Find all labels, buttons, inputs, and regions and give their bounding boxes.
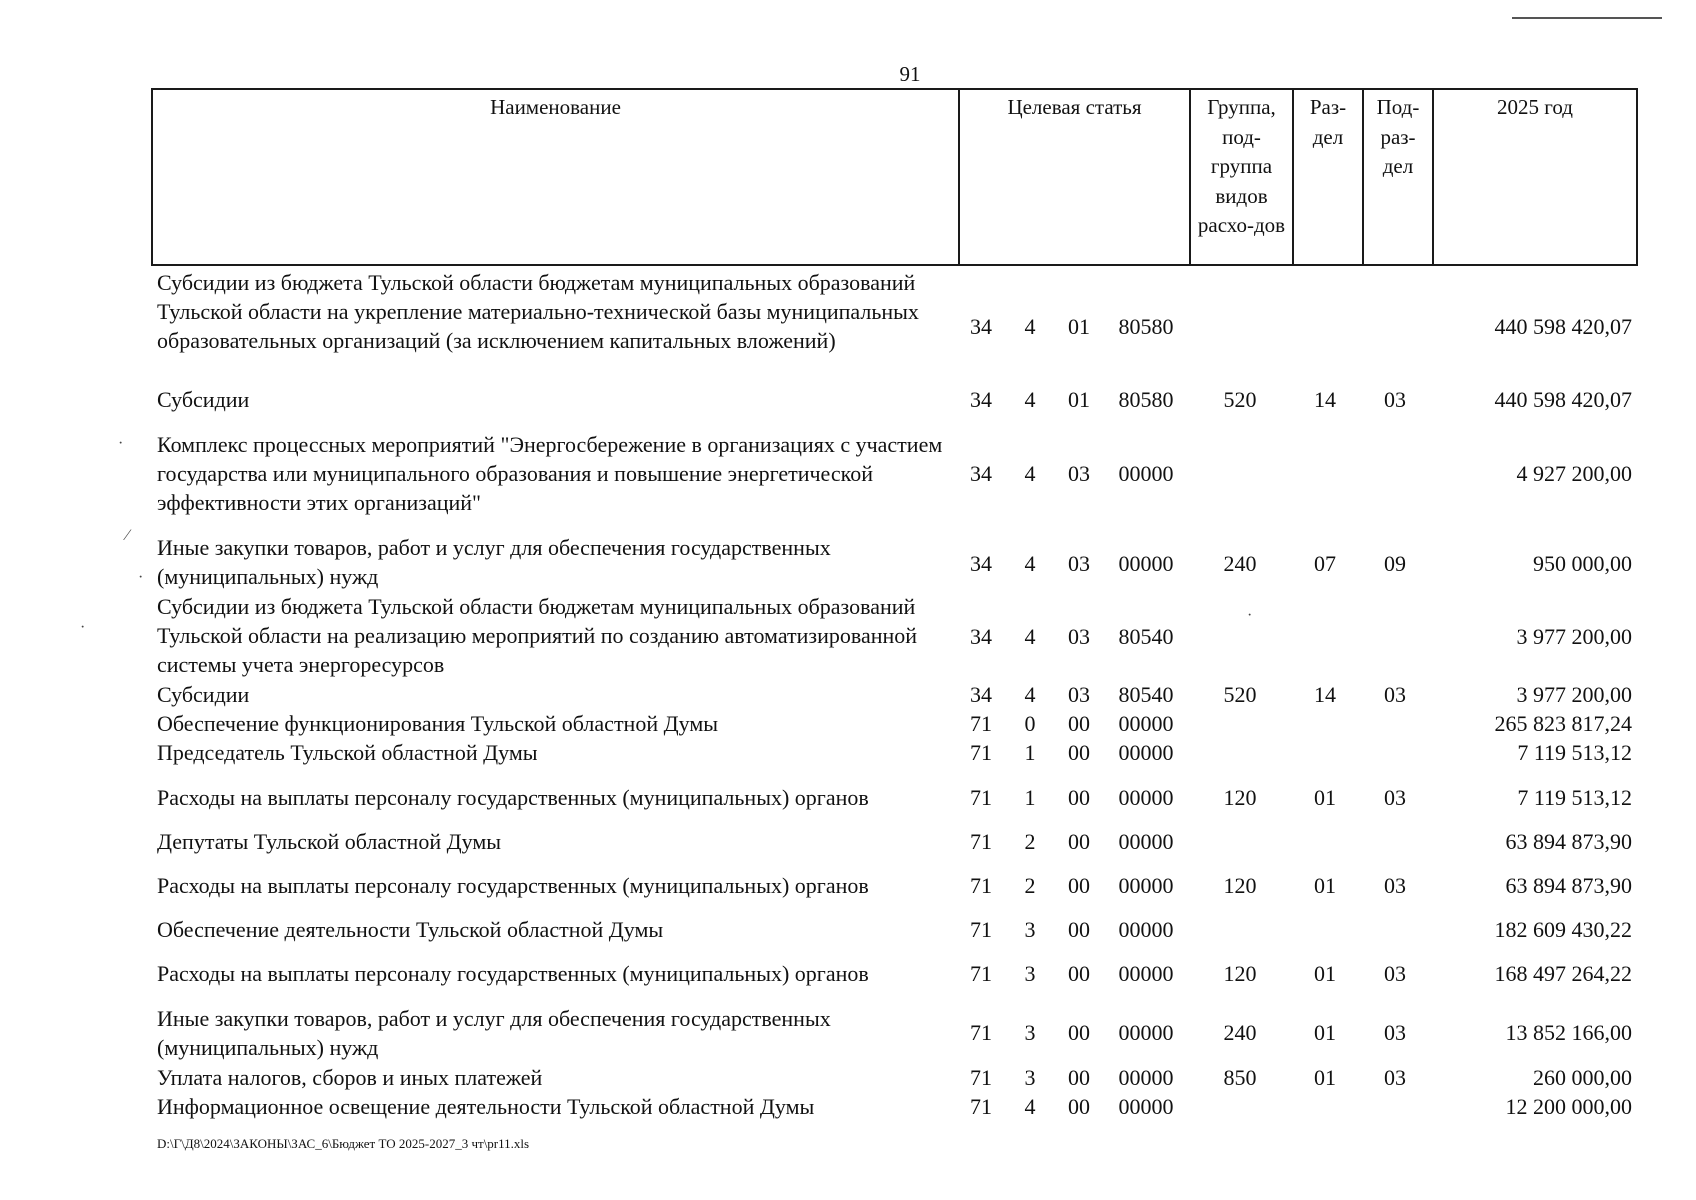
- row-target-2: 3: [1024, 1065, 1036, 1090]
- row-target-2: 0: [1024, 711, 1036, 736]
- header-expense-group: Группа, под-группа видов расхо-дов: [1190, 89, 1293, 265]
- row-amount: 440 598 420,07: [1494, 314, 1632, 339]
- row-target-3: 00: [1068, 740, 1090, 765]
- row-target-4: 00000: [1118, 740, 1174, 765]
- row-name: Субсидии из бюджета Тульской области бюджетам муниципальных образований Тульской области на укрепление материально-технической базы муниципальных образовательных организаций (за исключением капитальных вложений): [157, 270, 919, 353]
- row-amount: 4 927 200,00: [1516, 461, 1632, 486]
- scan-mark: ·: [138, 569, 144, 586]
- row-target-4: 00000: [1118, 711, 1174, 736]
- row-target-3: 00: [1068, 1094, 1090, 1119]
- row-subsection: 03: [1384, 682, 1406, 707]
- row-target-4: 00000: [1118, 551, 1174, 576]
- row-target-1: 34: [970, 551, 992, 576]
- row-target-3: 00: [1068, 961, 1090, 986]
- page-number: 91: [899, 62, 921, 86]
- table-row: [0, 430, 1696, 520]
- table-row: [0, 959, 1696, 989]
- row-target-2: 4: [1024, 624, 1036, 649]
- row-group: 240: [1223, 1020, 1257, 1045]
- row-subsection: 03: [1384, 961, 1406, 986]
- row-target-1: 71: [970, 961, 992, 986]
- row-name: Иные закупки товаров, работ и услуг для обеспечения государственных (муниципальных) нужд: [157, 1006, 831, 1060]
- row-subsection: 03: [1384, 785, 1406, 810]
- scan-mark: ⁄: [126, 527, 129, 544]
- row-target-2: 3: [1024, 1020, 1036, 1045]
- row-target-4: 00000: [1118, 1094, 1174, 1119]
- row-target-3: 01: [1068, 314, 1090, 339]
- row-section: 01: [1314, 785, 1336, 810]
- row-target-1: 71: [970, 873, 992, 898]
- row-target-3: 00: [1068, 1065, 1090, 1090]
- row-target-2: 4: [1024, 551, 1036, 576]
- row-target-3: 03: [1068, 624, 1090, 649]
- row-amount: 63 894 873,90: [1505, 829, 1632, 854]
- row-target-4: 00000: [1118, 1020, 1174, 1045]
- row-subsection: 03: [1384, 873, 1406, 898]
- row-name: Расходы на выплаты персоналу государственных (муниципальных) органов: [157, 961, 869, 986]
- row-target-4: 80580: [1118, 314, 1174, 339]
- row-target-1: 71: [970, 1094, 992, 1119]
- row-group: 240: [1223, 551, 1257, 576]
- row-target-1: 71: [970, 711, 992, 736]
- table-row: [0, 783, 1696, 813]
- table-row: [0, 1063, 1696, 1093]
- table-header: [151, 88, 1638, 266]
- row-subsection: 03: [1384, 1065, 1406, 1090]
- row-target-3: 01: [1068, 387, 1090, 412]
- row-target-3: 00: [1068, 917, 1090, 942]
- row-target-3: 00: [1068, 873, 1090, 898]
- row-amount: 7 119 513,12: [1517, 785, 1632, 810]
- row-amount: 3 977 200,00: [1516, 624, 1632, 649]
- row-group: 850: [1223, 1065, 1257, 1090]
- row-subsection: 03: [1384, 387, 1406, 412]
- header-year: 2025 год: [1433, 89, 1637, 265]
- row-name: Информационное освещение деятельности Тульской областной Думы: [157, 1094, 815, 1119]
- row-amount: 950 000,00: [1533, 551, 1632, 576]
- row-target-1: 71: [970, 917, 992, 942]
- row-amount: 168 497 264,22: [1494, 961, 1632, 986]
- row-target-1: 34: [970, 624, 992, 649]
- row-name: Иные закупки товаров, работ и услуг для обеспечения государственных (муниципальных) нужд: [157, 535, 831, 589]
- row-group: 120: [1223, 785, 1257, 810]
- row-name: Субсидии: [157, 387, 250, 412]
- row-name: Расходы на выплаты персоналу государственных (муниципальных) органов: [157, 785, 869, 810]
- row-subsection: 09: [1384, 551, 1406, 576]
- row-target-2: 4: [1024, 682, 1036, 707]
- row-section: 01: [1314, 1065, 1336, 1090]
- row-name: Депутаты Тульской областной Думы: [157, 829, 502, 854]
- row-target-1: 71: [970, 785, 992, 810]
- row-target-3: 00: [1068, 1020, 1090, 1045]
- table-row: [0, 871, 1696, 901]
- row-group: 520: [1223, 387, 1257, 412]
- scan-mark: ·: [80, 619, 86, 636]
- row-target-2: 4: [1024, 314, 1036, 339]
- header-section: Раз-дел: [1293, 89, 1363, 265]
- row-name: Субсидии: [157, 682, 250, 707]
- row-target-1: 71: [970, 1020, 992, 1045]
- row-group: 120: [1223, 873, 1257, 898]
- row-target-2: 2: [1024, 829, 1036, 854]
- row-amount: 12 200 000,00: [1505, 1094, 1632, 1119]
- row-target-2: 2: [1024, 873, 1036, 898]
- row-group: 120: [1223, 961, 1257, 986]
- row-name: Обеспечение деятельности Тульской областной Думы: [157, 917, 664, 942]
- row-target-1: 71: [970, 829, 992, 854]
- row-target-3: 03: [1068, 682, 1090, 707]
- row-target-2: 4: [1024, 387, 1036, 412]
- row-target-3: 00: [1068, 785, 1090, 810]
- row-target-3: 03: [1068, 551, 1090, 576]
- row-target-2: 3: [1024, 917, 1036, 942]
- row-group: 520: [1223, 682, 1257, 707]
- row-name: Уплата налогов, сборов и иных платежей: [157, 1065, 543, 1090]
- row-target-1: 34: [970, 682, 992, 707]
- row-amount: 13 852 166,00: [1505, 1020, 1632, 1045]
- row-target-3: 00: [1068, 829, 1090, 854]
- row-name: Обеспечение функционирования Тульской областной Думы: [157, 711, 719, 736]
- row-target-4: 00000: [1118, 1065, 1174, 1090]
- row-amount: 63 894 873,90: [1505, 873, 1632, 898]
- scan-mark: ·: [118, 435, 124, 452]
- row-target-4: 00000: [1118, 961, 1174, 986]
- table-row: [0, 709, 1696, 739]
- table-row: [0, 268, 1696, 384]
- row-amount: 260 000,00: [1533, 1065, 1632, 1090]
- row-amount: 3 977 200,00: [1516, 682, 1632, 707]
- file-path: D:\Г\Д8\2024\ЗАКОНЫ\ЗАС_6\Бюджет ТО 2025-2027_3 чт\pr11.xls: [157, 1136, 530, 1151]
- row-amount: 265 823 817,24: [1494, 711, 1632, 736]
- header-subsection: Под-раз-дел: [1363, 89, 1433, 265]
- row-target-2: 1: [1024, 785, 1036, 810]
- row-target-1: 71: [970, 740, 992, 765]
- row-target-4: 80540: [1118, 682, 1174, 707]
- table-row: [0, 533, 1696, 593]
- row-target-4: 00000: [1118, 829, 1174, 854]
- table-row: [0, 827, 1696, 857]
- row-amount: 182 609 430,22: [1494, 917, 1632, 942]
- row-section: 07: [1314, 551, 1336, 576]
- row-name: Председатель Тульской областной Думы: [157, 740, 538, 765]
- row-amount: 440 598 420,07: [1494, 387, 1632, 412]
- table-row: [0, 680, 1696, 710]
- row-target-1: 34: [970, 387, 992, 412]
- header-target-article: Целевая статья: [959, 89, 1190, 265]
- row-target-1: 34: [970, 461, 992, 486]
- row-section: 01: [1314, 873, 1336, 898]
- table-row: [0, 592, 1696, 680]
- table-row: [0, 915, 1696, 945]
- row-target-4: 00000: [1118, 873, 1174, 898]
- table-row: [0, 385, 1696, 415]
- table-row: [0, 1092, 1696, 1122]
- row-amount: 7 119 513,12: [1517, 740, 1632, 765]
- header-name: Наименование: [152, 89, 959, 265]
- row-target-4: 00000: [1118, 917, 1174, 942]
- row-section: 01: [1314, 961, 1336, 986]
- row-subsection: 03: [1384, 1020, 1406, 1045]
- row-section: 14: [1314, 682, 1336, 707]
- row-target-3: 03: [1068, 461, 1090, 486]
- row-target-4: 00000: [1118, 461, 1174, 486]
- row-target-4: 80540: [1118, 624, 1174, 649]
- row-target-2: 1: [1024, 740, 1036, 765]
- row-target-2: 3: [1024, 961, 1036, 986]
- row-section: 14: [1314, 387, 1336, 412]
- row-target-2: 4: [1024, 1094, 1036, 1119]
- row-target-4: 00000: [1118, 785, 1174, 810]
- corner-rule: [1512, 17, 1662, 19]
- row-target-1: 34: [970, 314, 992, 339]
- table-row: [0, 1004, 1696, 1064]
- row-name: Расходы на выплаты персоналу государственных (муниципальных) органов: [157, 873, 869, 898]
- row-name: Комплекс процессных мероприятий "Энергосбережение в организациях с участием государства или муниципального образования и повышение энергетической эффективности этих организаций": [157, 432, 943, 515]
- row-target-2: 4: [1024, 461, 1036, 486]
- row-target-3: 00: [1068, 711, 1090, 736]
- scan-mark: ·: [1247, 607, 1253, 624]
- row-section: 01: [1314, 1020, 1336, 1045]
- row-name: Субсидии из бюджета Тульской области бюджетам муниципальных образований Тульской области на реализацию мероприятий по созданию автоматизированной системы учета энергоресурсов: [157, 594, 918, 677]
- row-target-4: 80580: [1118, 387, 1174, 412]
- row-target-1: 71: [970, 1065, 992, 1090]
- table-row: [0, 738, 1696, 768]
